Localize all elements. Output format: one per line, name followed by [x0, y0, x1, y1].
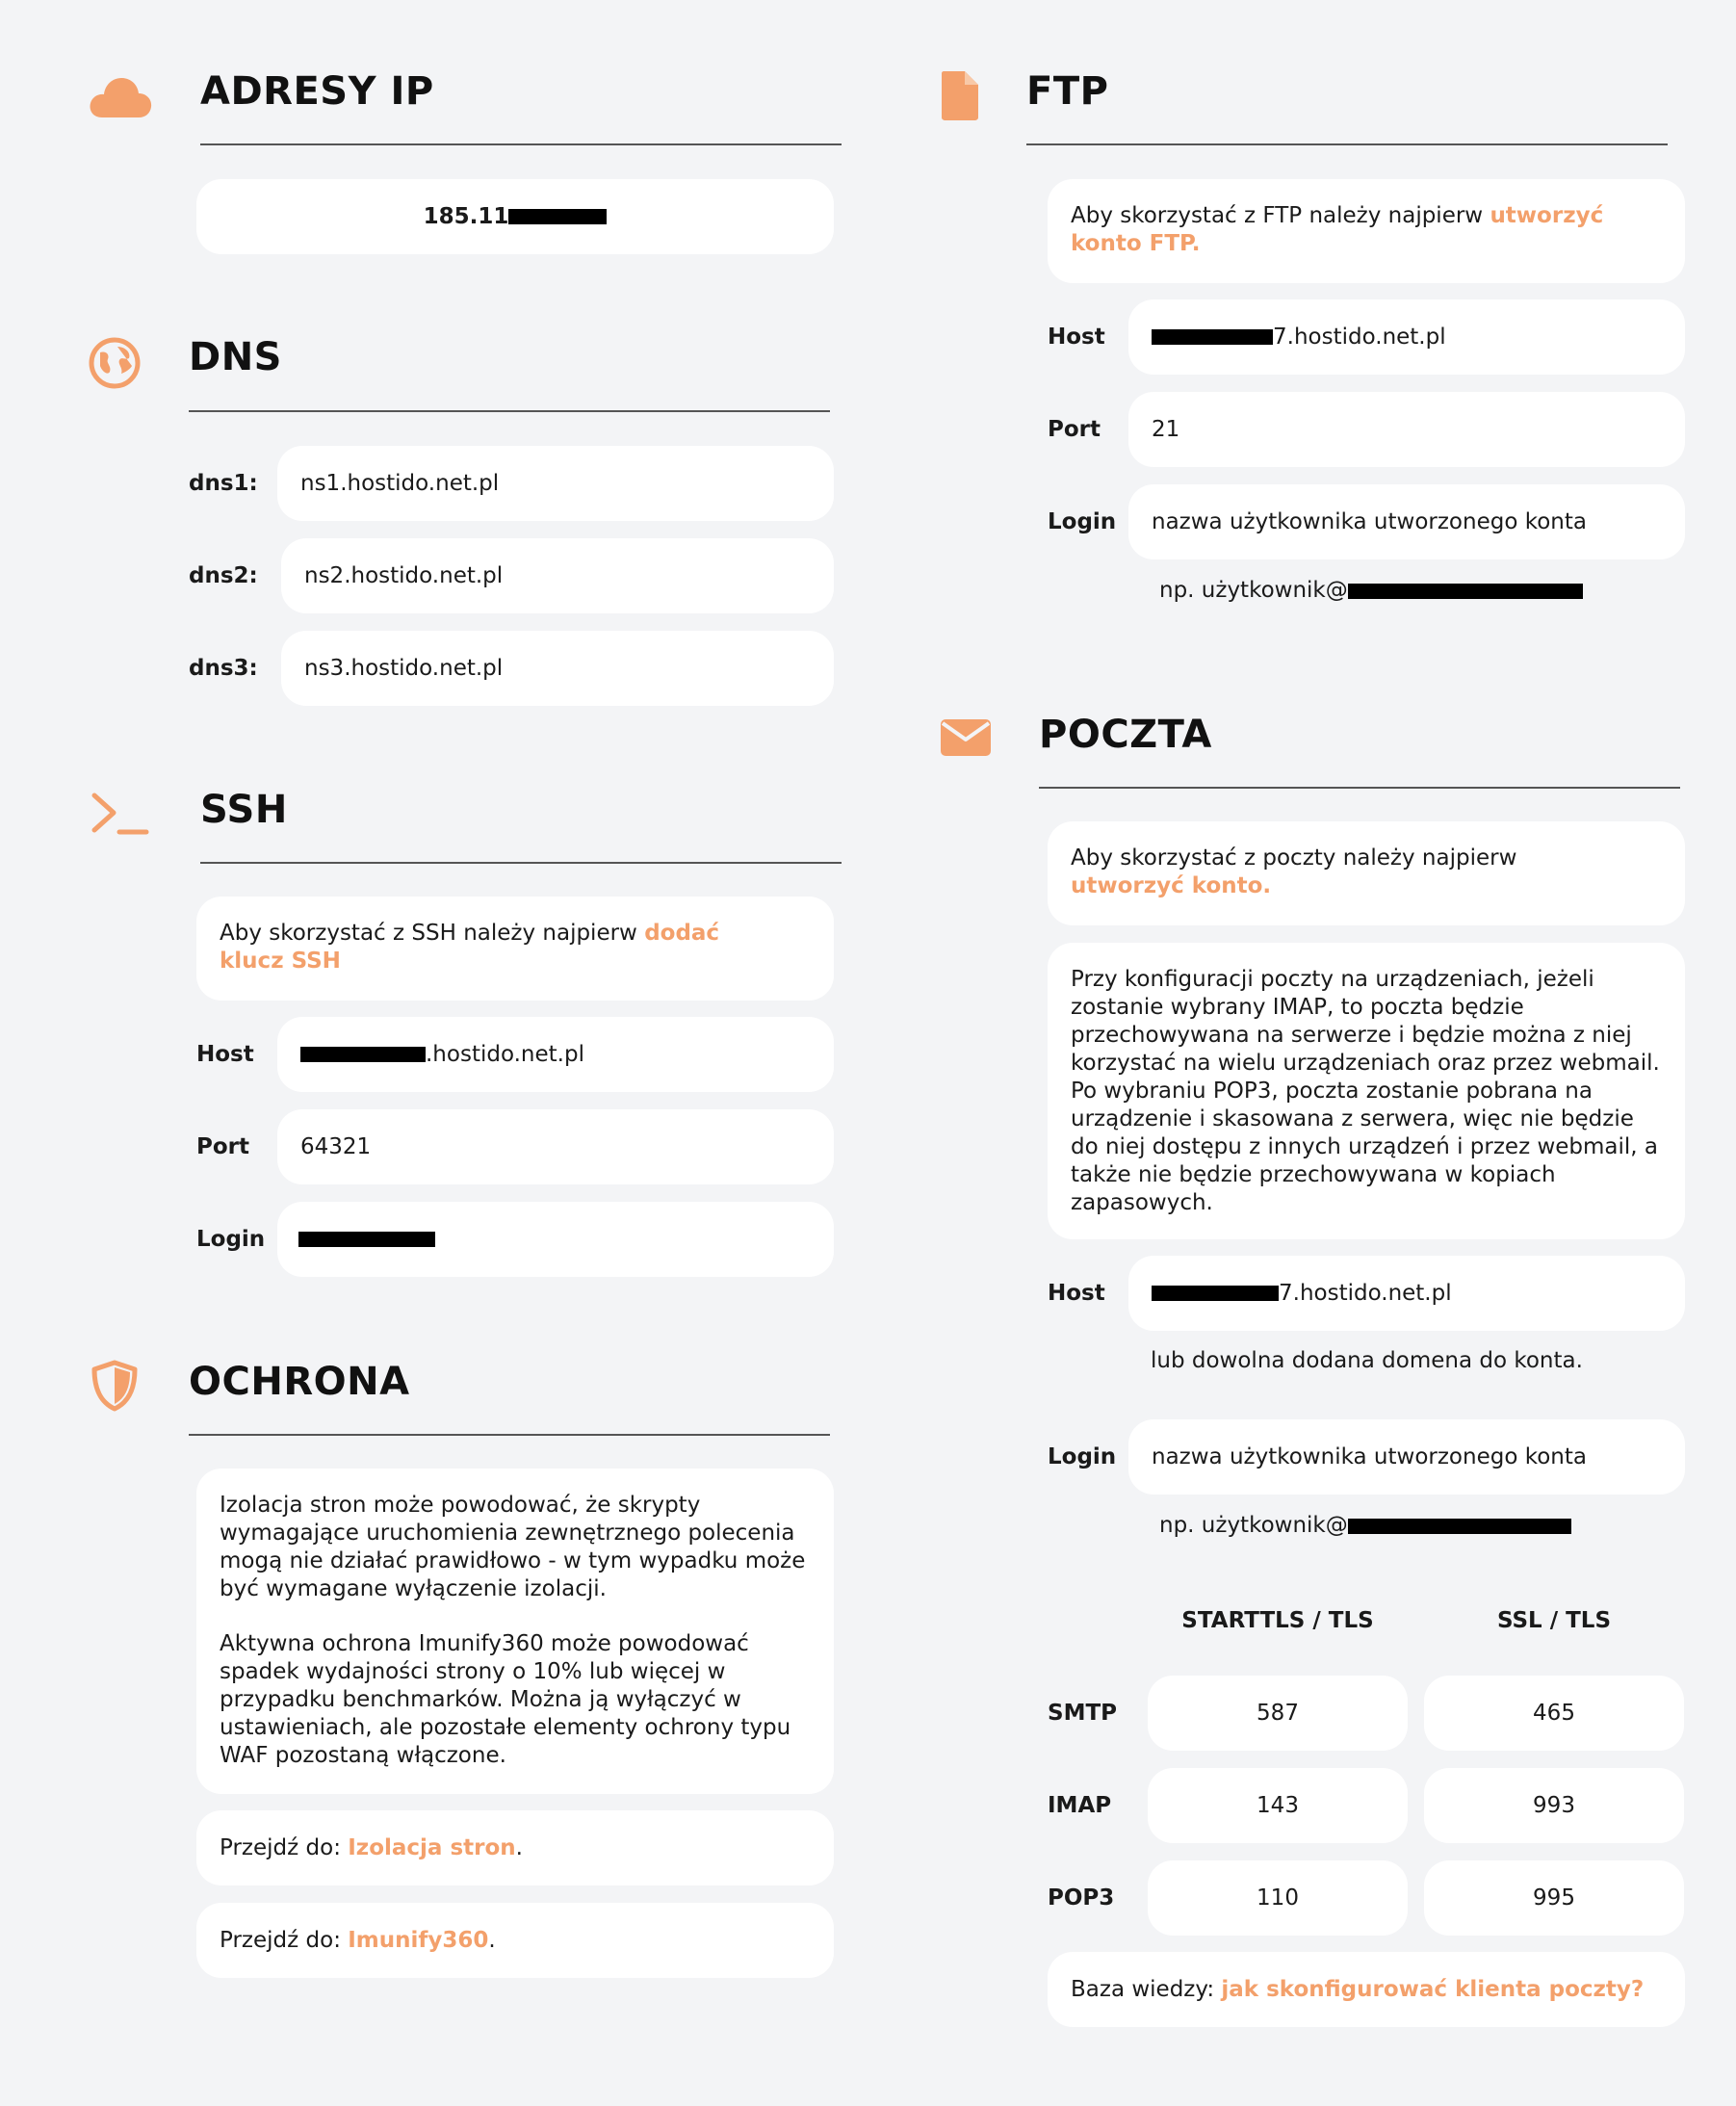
redacted-block — [1152, 329, 1273, 345]
protection-paragraph-1: Izolacja stron może powodować, że skrypty wymagające uruchomienia zewnętrznego polecenia mogą nie działać prawidłowo - w tym wypadku może być wymagane wyłączenie izolacji. — [220, 1493, 806, 1601]
ftp-port-value: 21 — [1152, 417, 1180, 442]
smtp-label: SMTP — [1048, 1701, 1117, 1726]
goto-imunify-card — [196, 1903, 834, 1978]
dns3-field — [281, 631, 834, 706]
pop3-ssl-value: 995 — [1533, 1885, 1575, 1911]
ftp-divider — [1026, 143, 1668, 145]
shield-icon — [91, 1360, 139, 1412]
ssh-login-label: Login — [196, 1227, 266, 1252]
redacted-block — [1348, 584, 1583, 599]
cloud-icon — [89, 75, 152, 119]
redacted-block — [298, 1232, 435, 1247]
mail-note — [1048, 821, 1685, 925]
knowledge-base-card — [1048, 1952, 1685, 2027]
ssh-note — [196, 897, 834, 1001]
dns-section-title: DNS — [189, 335, 282, 379]
smtp-tls-cell — [1148, 1676, 1408, 1751]
goto-isolation-card — [196, 1810, 834, 1885]
ftp-host-label: Host — [1048, 325, 1105, 350]
goto-isolation-dot: . — [515, 1835, 523, 1860]
ftp-port-label: Port — [1048, 417, 1101, 442]
ftp-note-text: Aby skorzystać z FTP należy najpierw — [1071, 203, 1490, 228]
protection-paragraph-2: Aktywna ochrona Imunify360 może powodować spadek wydajności strony o 10% lub więcej w przypadku benchmarków. Można ją wyłączyć w ustawieniach, ale pozostałe elementy ochrony typu WAF pozostaną włączone. — [220, 1631, 791, 1768]
pop3-label: POP3 — [1048, 1885, 1115, 1911]
protection-divider — [189, 1434, 830, 1436]
ssh-port-label: Port — [196, 1134, 249, 1159]
ftp-login-label: Login — [1048, 509, 1117, 534]
mail-login-label: Login — [1048, 1444, 1117, 1469]
dns1-value: ns1.hostido.net.pl — [300, 471, 500, 496]
imap-tls-cell — [1148, 1768, 1408, 1843]
mail-info-text: Przy konfiguracji poczty na urządzeniach, jeżeli zostanie wybrany IMAP, to poczta będzie przechowywana na serwerze i będzie można z niej korzystać na wielu urządzeniach oraz przez webmail. Po wybraniu POP3, poczta zostanie pobrana na urządzenie i skasowana z serwera, więc nie będzie do niej dostępu z innych urządzeń i przez webmail, a także nie będzie przechowywana w kopiach zapasowych. — [1071, 967, 1660, 1215]
ftp-note — [1048, 179, 1685, 283]
ssh-host-suffix: .hostido.net.pl — [426, 1042, 584, 1067]
ssh-divider — [200, 862, 842, 864]
redacted-block — [508, 209, 607, 224]
smtp-ssl-cell — [1424, 1676, 1684, 1751]
ip-address-field — [196, 179, 834, 254]
ip-divider — [200, 143, 842, 145]
mail-note-text: Aby skorzystać z poczty należy najpierw — [1071, 845, 1517, 871]
dns1-label: dns1: — [189, 471, 258, 496]
envelope-icon — [940, 718, 992, 757]
mail-info-card — [1048, 943, 1685, 1239]
imap-tls-value: 143 — [1257, 1793, 1299, 1818]
ftp-host-suffix: 7.hostido.net.pl — [1273, 325, 1446, 350]
imap-ssl-value: 993 — [1533, 1793, 1575, 1818]
terminal-icon — [91, 792, 150, 838]
mail-divider — [1039, 787, 1680, 789]
smtp-ssl-value: 465 — [1533, 1701, 1575, 1726]
mail-example-text: np. użytkownik@ — [1159, 1513, 1348, 1538]
mail-host-label: Host — [1048, 1281, 1105, 1306]
mail-host-hint: lub dowolna dodana domena do konta. — [1151, 1348, 1583, 1373]
redacted-block — [300, 1047, 426, 1062]
mail-client-guide-link[interactable]: jak skonfigurować klienta poczty? — [1221, 1977, 1645, 2002]
smtp-tls-value: 587 — [1257, 1701, 1299, 1726]
mail-login-value: nazwa użytkownika utworzonego konta — [1152, 1444, 1587, 1469]
ssh-host-field — [277, 1017, 834, 1092]
ftp-login-example — [1159, 578, 1583, 603]
dns2-field — [281, 538, 834, 613]
dns1-field — [277, 446, 834, 521]
redacted-block — [1152, 1286, 1279, 1301]
globe-icon — [89, 337, 141, 389]
dns3-label: dns3: — [189, 656, 258, 681]
ssh-note-text: Aby skorzystać z SSH należy najpierw — [220, 921, 645, 946]
ftp-login-value: nazwa użytkownika utworzonego konta — [1152, 509, 1587, 534]
goto-imunify-prefix: Przejdź do: — [220, 1928, 349, 1953]
imap-ssl-cell — [1424, 1768, 1684, 1843]
imunify360-link[interactable]: Imunify360 — [348, 1928, 489, 1953]
pop3-tls-cell — [1148, 1860, 1408, 1936]
ftp-section-title: FTP — [1026, 69, 1109, 114]
ip-address-value: 185.11 — [423, 204, 509, 229]
ports-header-starttls: STARTTLS / TLS — [1181, 1608, 1374, 1633]
dns-divider — [189, 410, 830, 412]
pop3-tls-value: 110 — [1257, 1885, 1299, 1911]
create-mail-account-link[interactable]: utworzyć konto. — [1071, 873, 1272, 898]
ip-section-title: ADRESY IP — [200, 69, 434, 114]
mail-host-field — [1128, 1256, 1685, 1331]
ssh-port-field — [277, 1109, 834, 1184]
ftp-port-field — [1128, 392, 1685, 467]
dns2-label: dns2: — [189, 563, 258, 588]
ssh-section-title: SSH — [200, 788, 288, 832]
goto-imunify-dot: . — [488, 1928, 496, 1953]
redacted-block — [1348, 1519, 1571, 1534]
dns3-value: ns3.hostido.net.pl — [304, 656, 504, 681]
mail-section-title: POCZTA — [1039, 713, 1212, 757]
create-ftp-account-link[interactable]: utworzyć konto FTP. — [1071, 203, 1604, 256]
mail-login-field — [1128, 1419, 1685, 1495]
imap-label: IMAP — [1048, 1793, 1112, 1818]
ssh-login-field — [277, 1202, 834, 1277]
ftp-login-field — [1128, 484, 1685, 559]
ftp-host-field — [1128, 299, 1685, 375]
protection-info-card — [196, 1469, 834, 1794]
protection-section-title: OCHRONA — [189, 1360, 410, 1404]
add-ssh-key-link[interactable]: dodać klucz SSH — [220, 921, 720, 974]
file-icon — [940, 69, 980, 121]
mail-host-suffix: 7.hostido.net.pl — [1279, 1281, 1452, 1306]
dns2-value: ns2.hostido.net.pl — [304, 563, 504, 588]
knowledge-base-prefix: Baza wiedzy: — [1071, 1977, 1222, 2002]
goto-isolation-prefix: Przejdź do: — [220, 1835, 349, 1860]
ssh-host-label: Host — [196, 1042, 254, 1067]
ssh-port-value: 64321 — [300, 1134, 372, 1159]
mail-login-example — [1159, 1513, 1571, 1538]
pop3-ssl-cell — [1424, 1860, 1684, 1936]
isolation-link[interactable]: Izolacja stron — [348, 1835, 516, 1860]
ports-header-ssl: SSL / TLS — [1496, 1608, 1612, 1633]
ftp-example-text: np. użytkownik@ — [1159, 578, 1348, 603]
